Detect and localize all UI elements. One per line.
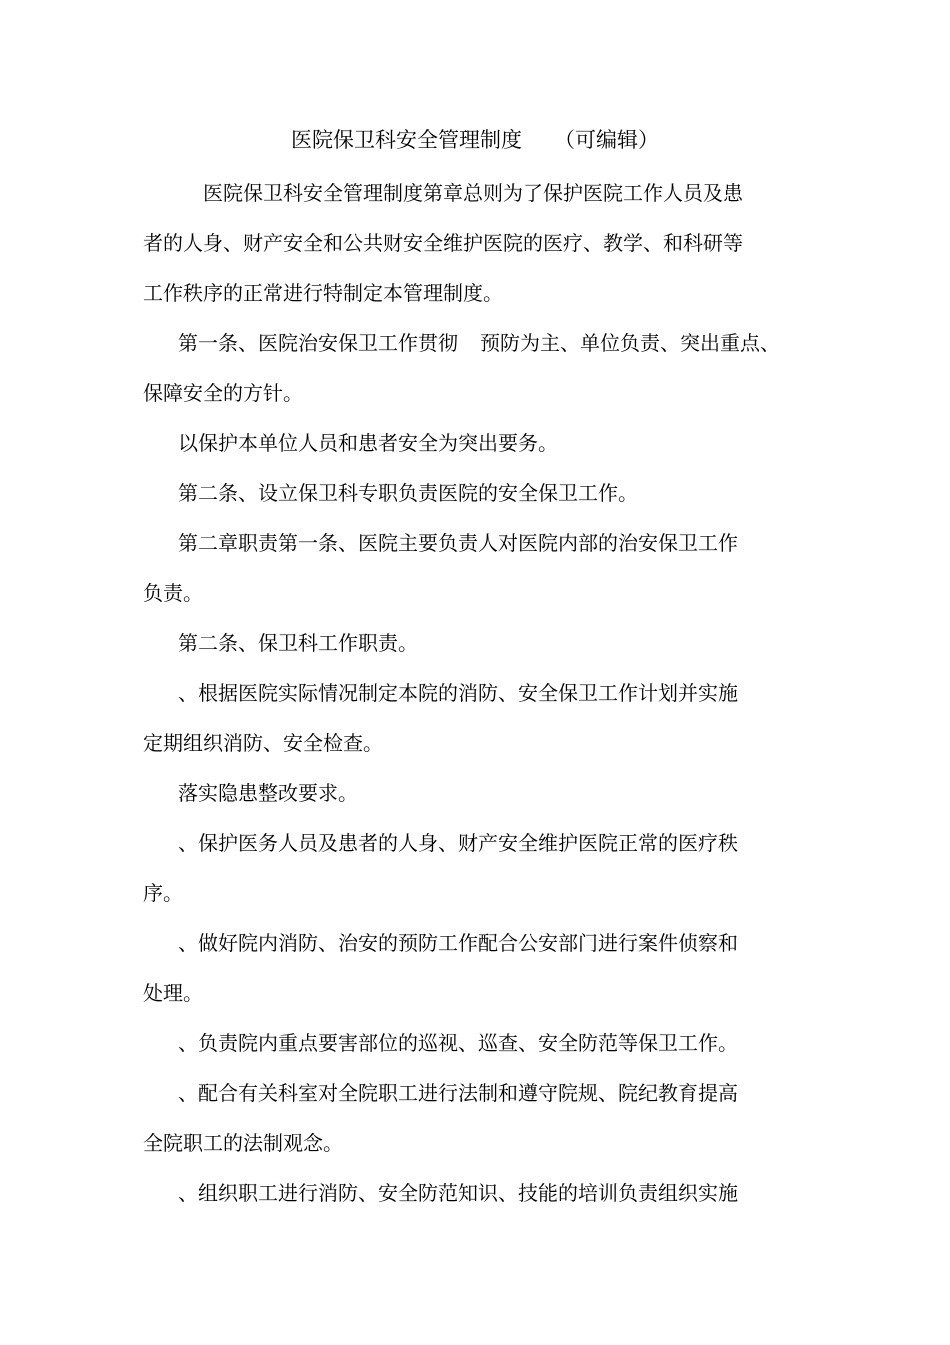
text-line: 处理。 bbox=[143, 981, 203, 1005]
text-line: 第二条、保卫科工作职责。 bbox=[178, 631, 418, 655]
title-suffix: （可编辑） bbox=[554, 128, 659, 152]
text-line: 、保护医务人员及患者的人身、财产安全维护医院正常的医疗秩 bbox=[178, 831, 738, 855]
title-main: 医院保卫科安全管理制度 bbox=[291, 128, 522, 152]
text-line: 负责。 bbox=[143, 581, 203, 605]
text-line: 第二条、设立保卫科专职负责医院的安全保卫工作。 bbox=[178, 481, 638, 505]
text-segment: 第一条、医院治安保卫工作贯彻 bbox=[178, 331, 458, 355]
text-line: 、组织职工进行消防、安全防范知识、技能的培训负责组织实施 bbox=[178, 1181, 738, 1205]
text-line: 工作秩序的正常进行特制定本管理制度。 bbox=[143, 281, 503, 305]
text-segment: 预防为主、单位负责、突出重点、 bbox=[480, 331, 780, 355]
text-line: 保障安全的方针。 bbox=[143, 381, 303, 405]
text-line: 第二章职责第一条、医院主要负责人对医院内部的治安保卫工作 bbox=[178, 531, 738, 555]
text-line: 定期组织消防、安全检查。 bbox=[143, 731, 383, 755]
text-line: 序。 bbox=[143, 881, 183, 905]
text-line: 、负责院内重点要害部位的巡视、巡查、安全防范等保卫工作。 bbox=[178, 1031, 738, 1055]
text-line: 、配合有关科室对全院职工进行法制和遵守院规、院纪教育提高 bbox=[178, 1081, 738, 1105]
text-line: 者的人身、财产安全和公共财安全维护医院的医疗、教学、和科研等 bbox=[143, 231, 743, 255]
text-line: 落实隐患整改要求。 bbox=[178, 781, 358, 805]
text-line: 、做好院内消防、治安的预防工作配合公安部门进行案件侦察和 bbox=[178, 931, 738, 955]
text-line: 、根据医院实际情况制定本院的消防、安全保卫工作计划并实施 bbox=[178, 681, 738, 705]
text-line: 全院职工的法制观念。 bbox=[143, 1131, 343, 1155]
document-title bbox=[0, 125, 950, 155]
text-line: 以保护本单位人员和患者安全为突出要务。 bbox=[178, 431, 558, 455]
text-line: 医院保卫科安全管理制度第章总则为了保护医院工作人员及患 bbox=[203, 181, 743, 205]
text-line bbox=[178, 328, 780, 358]
